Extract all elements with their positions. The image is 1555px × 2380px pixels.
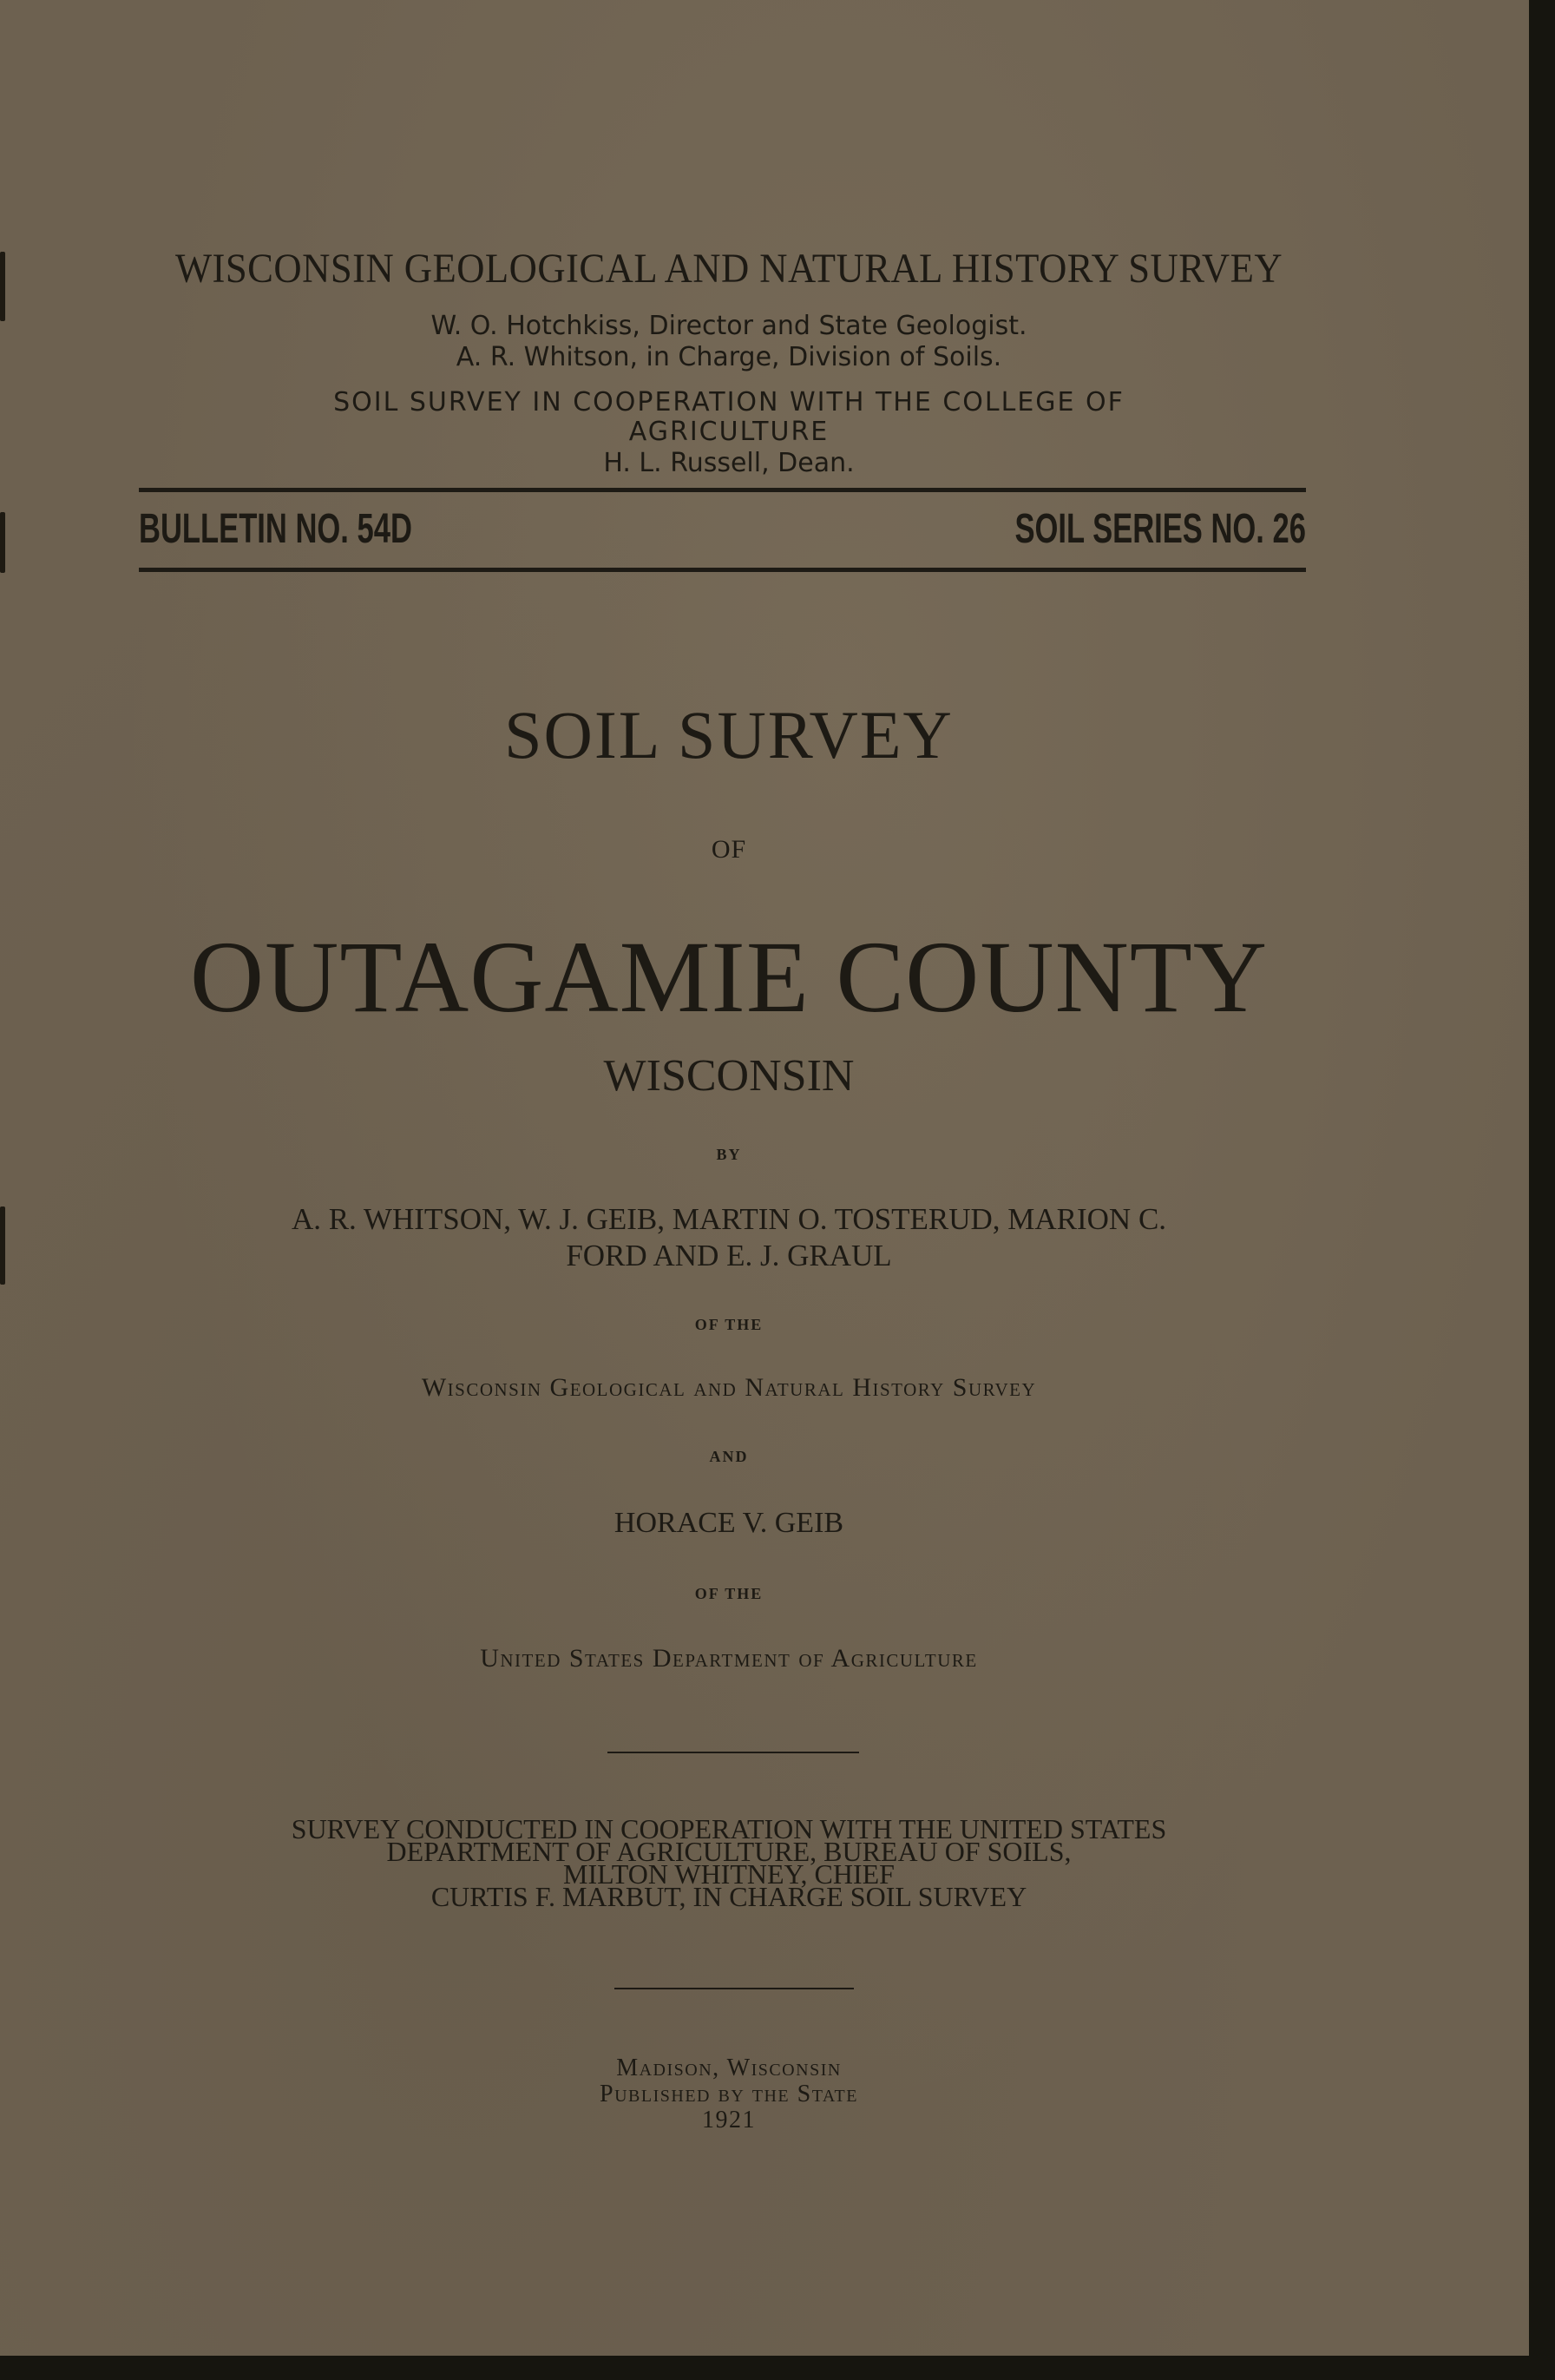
charge-line: A. R. Whitson, in Charge, Division of Soils.: [456, 342, 1002, 372]
bulletin-number: BULLETIN NO. 54D: [139, 506, 412, 552]
cooperation-line-4: CURTIS F. MARBUT, IN CHARGE SOIL SURVEY: [430, 1881, 1027, 1912]
organization-wgnhs: Wisconsin Geological and Natural History Survey: [421, 1373, 1037, 1402]
cooperation-line-1: SURVEY CONDUCTED IN COOPERATION WITH THE UNITED STATES: [291, 1813, 1167, 1844]
imprint-place: Madison, Wisconsin: [616, 2055, 842, 2081]
page-edge: [0, 2356, 1555, 2380]
by-label: BY: [716, 1146, 742, 1163]
of-the-label: OF THE: [694, 1316, 764, 1333]
page-edge: [1529, 0, 1555, 2380]
spine-mark: [0, 512, 5, 573]
imprint-year: 1921: [702, 2107, 756, 2133]
and-label: AND: [709, 1448, 749, 1465]
cooperation-line-3: MILTON WHITNEY, CHIEF: [563, 1858, 895, 1890]
soil-survey-title: SOIL SURVEY: [504, 697, 954, 773]
divider-rule: [614, 1988, 854, 1989]
director-line: W. O. Hotchkiss, Director and State Geologist.: [430, 311, 1027, 341]
state-title: WISCONSIN: [603, 1051, 855, 1101]
top-rule: [139, 488, 1306, 492]
county-title: OUTAGAMIE COUNTY: [189, 920, 1269, 1034]
dean-line: H. L. Russell, Dean.: [603, 448, 855, 478]
cooperation-line-2: DEPARTMENT OF AGRICULTURE, BUREAU OF SOILS,: [386, 1836, 1072, 1867]
authors-line-2: FORD AND E. J. GRAUL: [566, 1239, 892, 1272]
authors-line-1: A. R. WHITSON, W. J. GEIB, MARTIN O. TOSTERUD, MARION C.: [291, 1202, 1167, 1236]
bottom-rule: [139, 568, 1306, 572]
of-label: OF: [711, 835, 747, 864]
of-the-label: OF THE: [694, 1585, 764, 1602]
survey-name: WISCONSIN GEOLOGICAL AND NATURAL HISTORY SURVEY: [174, 246, 1283, 292]
organization-usda: United States Department of Agriculture: [480, 1644, 978, 1673]
soil-series-number: SOIL SERIES NO. 26: [1014, 506, 1306, 552]
agriculture-line: AGRICULTURE: [628, 417, 830, 447]
divider-rule: [607, 1752, 859, 1753]
author-horace-geib: HORACE V. GEIB: [613, 1507, 844, 1539]
imprint-publisher: Published by the State: [600, 2081, 858, 2107]
cooperation-line: SOIL SURVEY IN COOPERATION WITH THE COLLEGE OF: [333, 387, 1125, 417]
